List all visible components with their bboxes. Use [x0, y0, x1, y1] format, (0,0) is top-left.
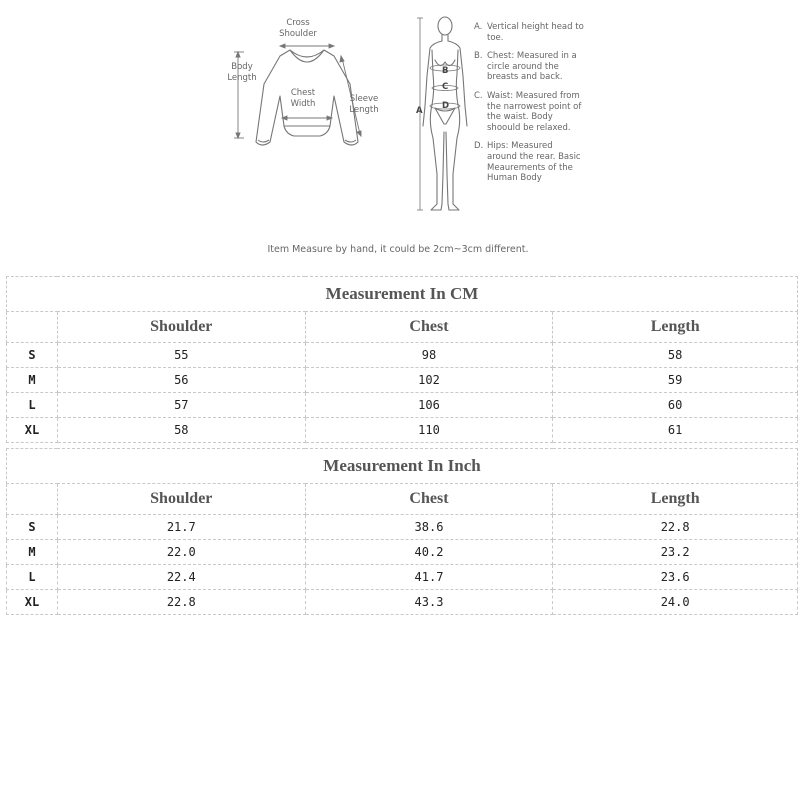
figure-letter-c: C	[442, 82, 449, 92]
shoulder-value: 21.7	[57, 515, 305, 540]
size-label: S	[7, 343, 58, 368]
size-table-inch	[6, 448, 798, 615]
header-empty	[7, 484, 58, 515]
table-row	[7, 418, 798, 443]
size-label: XL	[7, 418, 58, 443]
header-chest: Chest	[305, 312, 553, 343]
header-shoulder: Shoulder	[57, 312, 305, 343]
table-row	[7, 368, 798, 393]
shoulder-value: 22.4	[57, 565, 305, 590]
size-label: L	[7, 393, 58, 418]
table-header-row	[7, 484, 798, 515]
note-key: D.	[474, 141, 484, 152]
table-title-row	[7, 449, 798, 484]
chest-value: 110	[305, 418, 553, 443]
length-value: 24.0	[553, 590, 798, 615]
size-label: XL	[7, 590, 58, 615]
note-text: Vertical height head to toe.	[487, 22, 584, 43]
header-length: Length	[553, 484, 798, 515]
shoulder-value: 22.8	[57, 590, 305, 615]
note-text: Waist: Measured from the narrowest point of the waist. Body shoould be relaxed.	[487, 90, 582, 133]
shoulder-value: 57	[57, 393, 305, 418]
note-key: C.	[474, 90, 483, 101]
length-value: 58	[553, 343, 798, 368]
table-row	[7, 590, 798, 615]
measure-caption: Item Measure by hand, it could be 2cm~3cm different.	[267, 244, 529, 255]
note-b	[474, 51, 584, 83]
table-title: Measurement In Inch	[7, 449, 798, 484]
length-value: 61	[553, 418, 798, 443]
length-value: 23.6	[553, 565, 798, 590]
note-d	[474, 141, 584, 183]
length-value: 22.8	[553, 515, 798, 540]
table-title: Measurement In CM	[7, 277, 798, 312]
figure-letter-a: A	[416, 106, 423, 116]
shoulder-value: 22.0	[57, 540, 305, 565]
table-row	[7, 515, 798, 540]
size-label: M	[7, 540, 58, 565]
table-title-row	[7, 277, 798, 312]
chest-width-label: Chest Width	[290, 88, 316, 109]
table-row	[7, 343, 798, 368]
size-label: L	[7, 565, 58, 590]
table-row	[7, 393, 798, 418]
table-row	[7, 565, 798, 590]
header-chest: Chest	[305, 484, 553, 515]
size-table-cm	[6, 276, 798, 443]
note-text: Hips: Measured around the rear. Basic Meaurements of the Human Body	[487, 141, 581, 184]
chest-value: 40.2	[305, 540, 553, 565]
chest-value: 98	[305, 343, 553, 368]
measurement-notes	[474, 22, 584, 192]
table-row	[7, 540, 798, 565]
figure-letter-d: D	[442, 101, 450, 111]
body-length-label: Body Length	[227, 62, 257, 83]
figure-letter-b: B	[442, 66, 449, 76]
note-c	[474, 91, 584, 133]
size-label: M	[7, 368, 58, 393]
note-text: Chest: Measured in a circle around the breasts and back.	[487, 51, 577, 83]
length-value: 23.2	[553, 540, 798, 565]
header-length: Length	[553, 312, 798, 343]
measurement-diagram	[0, 0, 800, 270]
chest-value: 38.6	[305, 515, 553, 540]
table-header-row	[7, 312, 798, 343]
length-value: 60	[553, 393, 798, 418]
size-label: S	[7, 515, 58, 540]
shoulder-value: 56	[57, 368, 305, 393]
shoulder-value: 55	[57, 343, 305, 368]
note-key: A.	[474, 22, 483, 32]
chest-value: 43.3	[305, 590, 553, 615]
note-a	[474, 22, 584, 43]
human-body-illustration	[415, 14, 475, 216]
chest-value: 102	[305, 368, 553, 393]
shoulder-value: 58	[57, 418, 305, 443]
header-empty	[7, 312, 58, 343]
header-shoulder: Shoulder	[57, 484, 305, 515]
note-key: B.	[474, 51, 483, 62]
cross-shoulder-label: Cross Shoulder	[279, 18, 317, 39]
chest-value: 106	[305, 393, 553, 418]
length-value: 59	[553, 368, 798, 393]
sleeve-length-label: Sleeve Length	[349, 94, 379, 115]
chest-value: 41.7	[305, 565, 553, 590]
